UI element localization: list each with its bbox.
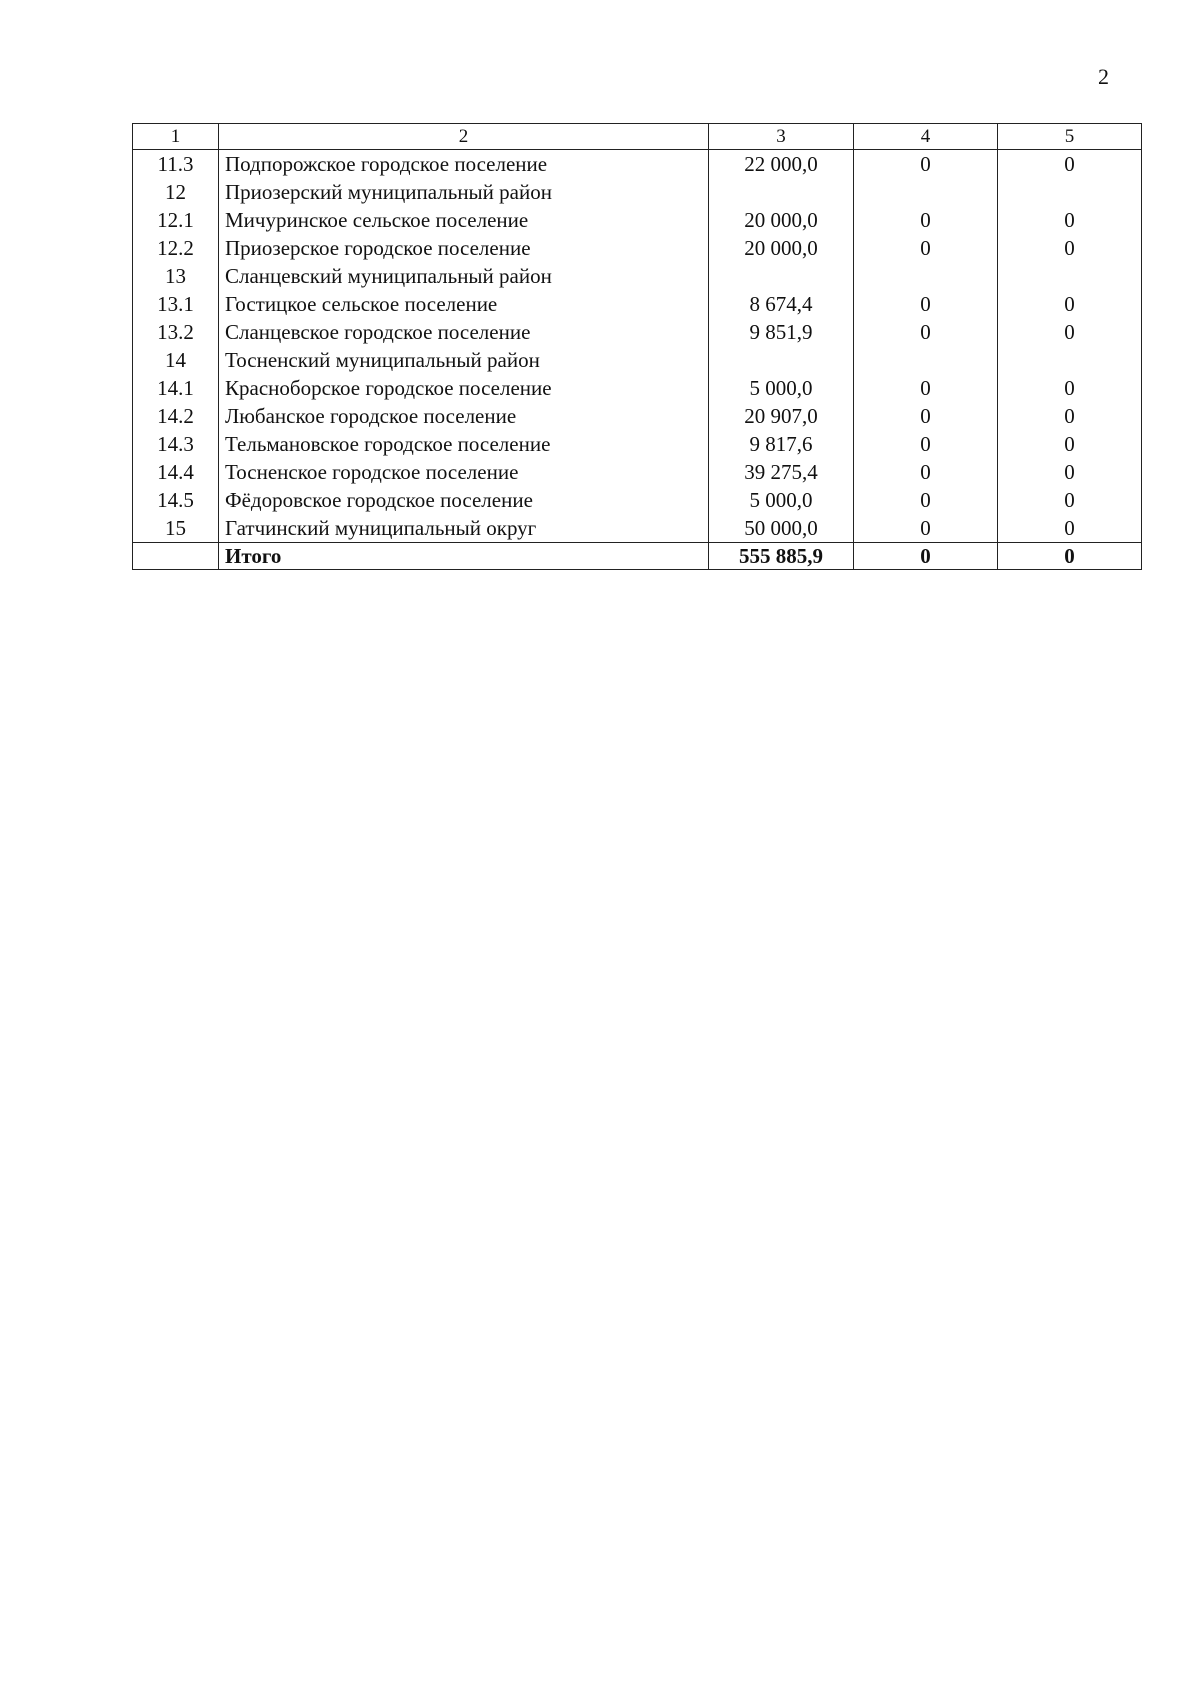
table-row <box>133 346 1142 374</box>
total-label: Итого <box>219 543 709 570</box>
table-row <box>133 514 1142 543</box>
row-number: 15 <box>133 514 219 543</box>
row-name: Приозерское городское поселение <box>219 234 709 262</box>
page-number: 2 <box>1098 64 1109 89</box>
row-name: Тельмановское городское поселение <box>219 430 709 458</box>
table-row <box>133 178 1142 206</box>
row-number: 14.4 <box>133 458 219 486</box>
row-col4: 0 <box>854 514 998 543</box>
header-row <box>133 124 1142 150</box>
total-number-cell <box>133 543 219 570</box>
row-col4: 0 <box>854 374 998 402</box>
row-col5: 0 <box>998 402 1142 430</box>
row-amount: 8 674,4 <box>709 290 854 318</box>
header-col-3: 3 <box>709 124 854 150</box>
data-table <box>132 123 1142 570</box>
row-col4 <box>854 178 998 206</box>
row-amount: 5 000,0 <box>709 374 854 402</box>
row-col5: 0 <box>998 374 1142 402</box>
row-name: Любанское городское поселение <box>219 402 709 430</box>
row-amount: 5 000,0 <box>709 486 854 514</box>
row-amount <box>709 262 854 290</box>
row-amount: 9 817,6 <box>709 430 854 458</box>
row-number: 12.2 <box>133 234 219 262</box>
row-name: Подпорожское городское поселение <box>219 150 709 179</box>
row-col4: 0 <box>854 206 998 234</box>
header-col-1: 1 <box>133 124 219 150</box>
table-row <box>133 206 1142 234</box>
row-col5: 0 <box>998 150 1142 179</box>
row-name: Приозерский муниципальный район <box>219 178 709 206</box>
row-col4: 0 <box>854 318 998 346</box>
table-row <box>133 486 1142 514</box>
row-name: Красноборское городское поселение <box>219 374 709 402</box>
row-col5 <box>998 262 1142 290</box>
row-col4 <box>854 346 998 374</box>
row-col5: 0 <box>998 486 1142 514</box>
row-col5: 0 <box>998 514 1142 543</box>
row-number: 14.5 <box>133 486 219 514</box>
row-col4: 0 <box>854 290 998 318</box>
row-col4: 0 <box>854 430 998 458</box>
row-amount <box>709 178 854 206</box>
total-amount: 555 885,9 <box>709 543 854 570</box>
row-col4: 0 <box>854 486 998 514</box>
row-amount: 20 000,0 <box>709 234 854 262</box>
table-row <box>133 374 1142 402</box>
row-name: Тосненский муниципальный район <box>219 346 709 374</box>
row-amount: 20 907,0 <box>709 402 854 430</box>
row-col4: 0 <box>854 150 998 179</box>
row-amount: 22 000,0 <box>709 150 854 179</box>
row-number: 13.1 <box>133 290 219 318</box>
total-row <box>133 543 1142 570</box>
header-col-4: 4 <box>854 124 998 150</box>
table-row <box>133 290 1142 318</box>
row-name: Мичуринское сельское поселение <box>219 206 709 234</box>
table-row <box>133 430 1142 458</box>
row-name: Фёдоровское городское поселение <box>219 486 709 514</box>
row-amount <box>709 346 854 374</box>
row-name: Сланцевское городское поселение <box>219 318 709 346</box>
row-number: 11.3 <box>133 150 219 179</box>
row-number: 14.1 <box>133 374 219 402</box>
row-amount: 39 275,4 <box>709 458 854 486</box>
row-number: 13 <box>133 262 219 290</box>
row-number: 13.2 <box>133 318 219 346</box>
row-col5: 0 <box>998 458 1142 486</box>
row-number: 12.1 <box>133 206 219 234</box>
table-row <box>133 402 1142 430</box>
row-name: Тосненское городское поселение <box>219 458 709 486</box>
row-number: 14.2 <box>133 402 219 430</box>
total-col5: 0 <box>998 543 1142 570</box>
total-col4: 0 <box>854 543 998 570</box>
row-col5 <box>998 346 1142 374</box>
header-col-5: 5 <box>998 124 1142 150</box>
table-row <box>133 262 1142 290</box>
table-row <box>133 318 1142 346</box>
table-row <box>133 150 1142 179</box>
table-row <box>133 234 1142 262</box>
row-name: Гостицкое сельское поселение <box>219 290 709 318</box>
row-col5: 0 <box>998 430 1142 458</box>
row-col5: 0 <box>998 234 1142 262</box>
row-name: Сланцевский муниципальный район <box>219 262 709 290</box>
row-col5 <box>998 178 1142 206</box>
row-col4: 0 <box>854 402 998 430</box>
row-number: 14 <box>133 346 219 374</box>
row-col4: 0 <box>854 458 998 486</box>
row-name: Гатчинский муниципальный округ <box>219 514 709 543</box>
row-col5: 0 <box>998 318 1142 346</box>
row-amount: 50 000,0 <box>709 514 854 543</box>
row-col5: 0 <box>998 206 1142 234</box>
row-col5: 0 <box>998 290 1142 318</box>
row-col4: 0 <box>854 234 998 262</box>
row-number: 14.3 <box>133 430 219 458</box>
row-amount: 20 000,0 <box>709 206 854 234</box>
row-amount: 9 851,9 <box>709 318 854 346</box>
row-number: 12 <box>133 178 219 206</box>
row-col4 <box>854 262 998 290</box>
table-row <box>133 458 1142 486</box>
header-col-2: 2 <box>219 124 709 150</box>
